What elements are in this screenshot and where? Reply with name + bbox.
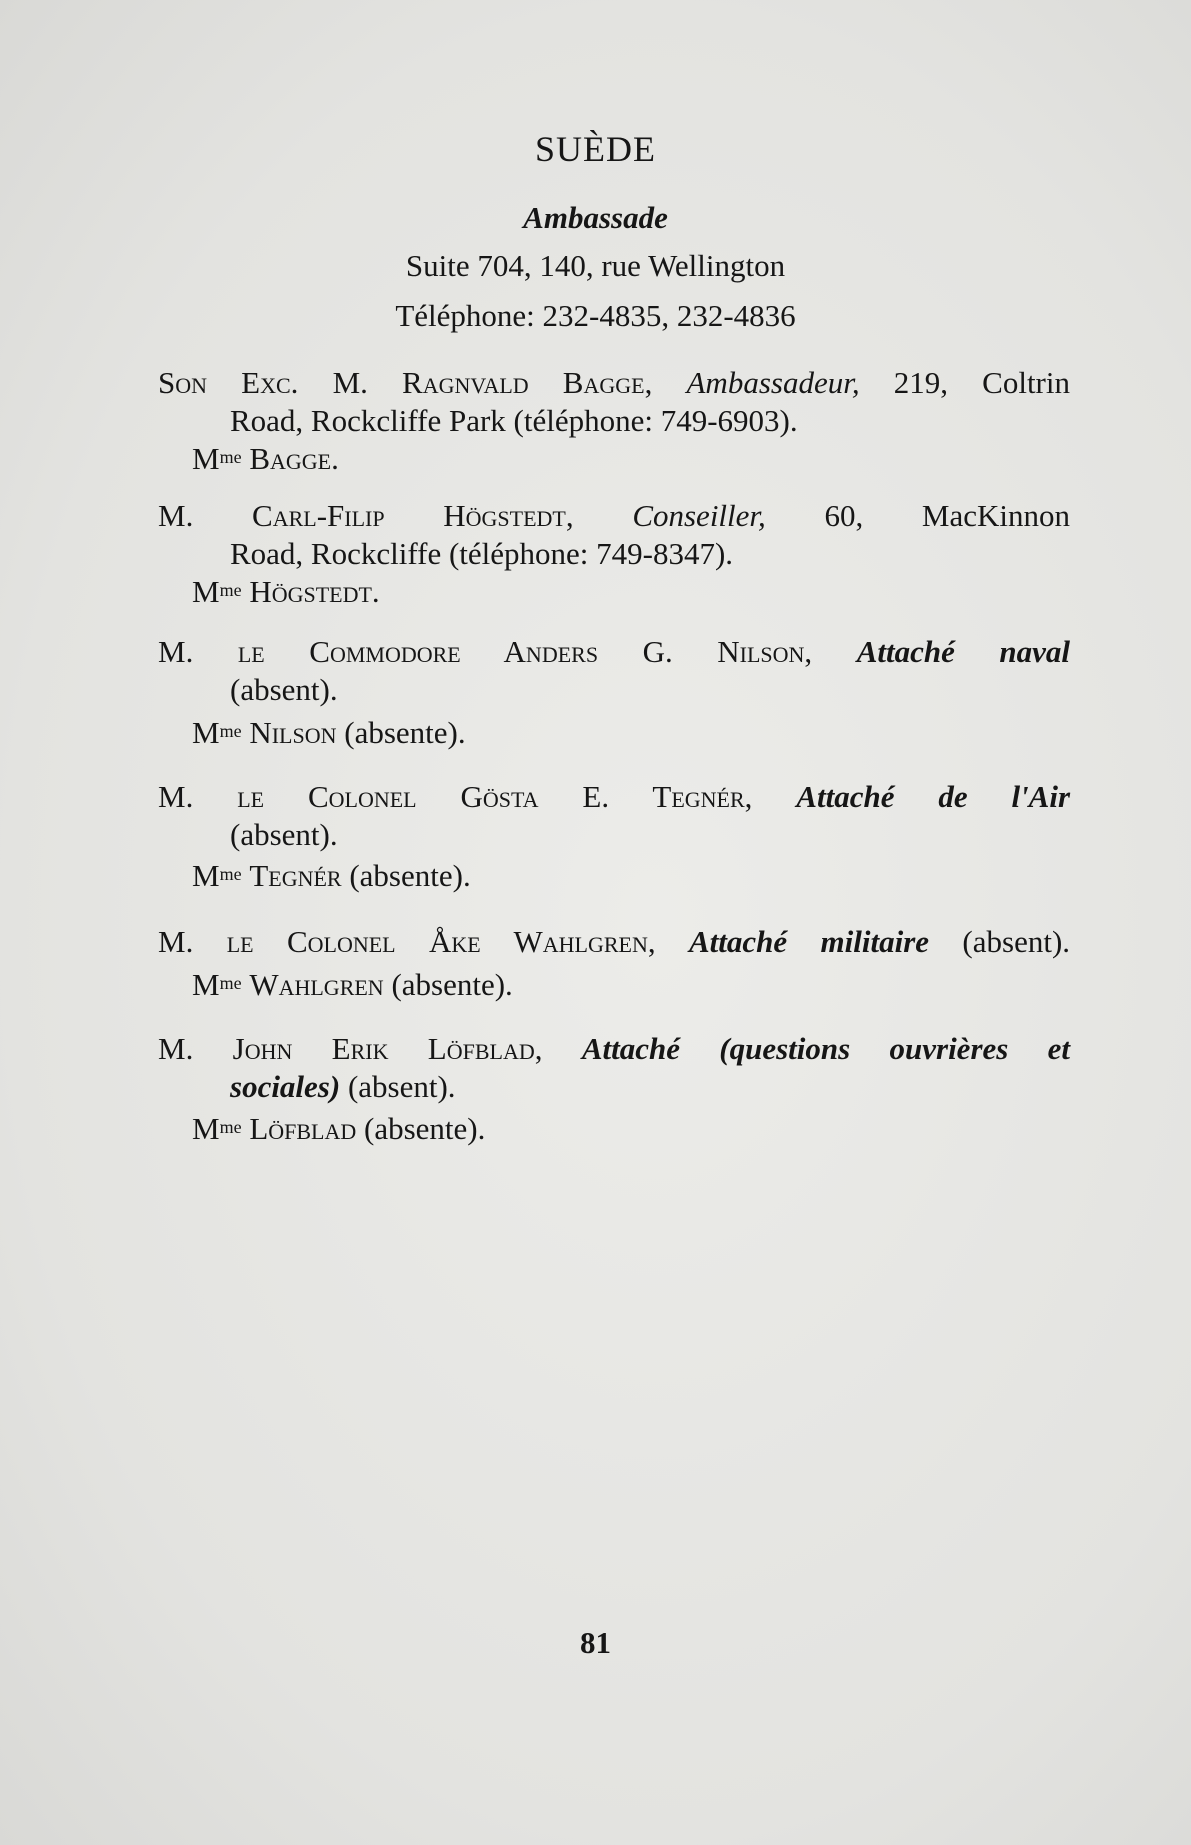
- entry-title: Conseiller,: [632, 498, 766, 533]
- entry-spouse: [192, 1110, 485, 1148]
- entry-detail-line2: Road, Rockcliffe (téléphone: 749-8347).: [230, 536, 734, 571]
- entry-detail-line2: (absent).: [230, 672, 338, 707]
- entry-title-cont: sociales): [230, 1069, 341, 1104]
- entry-name: John Erik Löfblad,: [232, 1031, 543, 1066]
- spouse-status: (absente).: [391, 967, 513, 1002]
- spouse-prefix: M: [192, 967, 220, 1002]
- entry-labour-attache: [158, 1030, 1070, 1106]
- spouse-sup: me: [219, 973, 242, 993]
- country-heading: SUÈDE: [535, 129, 656, 169]
- entry-name: le Commodore Anders G. Nilson,: [237, 634, 813, 669]
- entry-prefix: M.: [158, 634, 194, 669]
- entry-line: [158, 497, 1070, 535]
- entry-line: [158, 1030, 1070, 1068]
- entry-line: [158, 364, 1070, 402]
- entry-spouse: [192, 440, 339, 478]
- entry-title: Attaché de l'Air: [796, 779, 1071, 814]
- entry-detail: 219, Coltrin: [893, 365, 1070, 400]
- entry-title: Ambassadeur,: [686, 365, 860, 400]
- entry-counsellor: [158, 497, 1070, 573]
- spouse-prefix: M: [192, 1111, 220, 1146]
- spouse-sup: me: [219, 721, 242, 741]
- entry-title: Attaché (questions ouvrières et: [581, 1031, 1071, 1066]
- spouse-prefix: M: [192, 858, 220, 893]
- entry-detail: (absent).: [962, 924, 1071, 959]
- embassy-address: Suite 704, 140, rue Wellington: [405, 248, 786, 283]
- entry-line: [158, 923, 1070, 961]
- spouse-name: Tegnér: [249, 858, 342, 893]
- entry-detail-line2: (absent).: [230, 817, 338, 852]
- section-heading: Ambassade: [523, 200, 668, 235]
- entry-title: Attaché naval: [856, 634, 1070, 669]
- entry-line: [158, 633, 1070, 671]
- entry-line: [158, 778, 1070, 816]
- entry-name: le Colonel Gösta E. Tegnér,: [237, 779, 753, 814]
- spouse-status: (absente).: [364, 1111, 486, 1146]
- entry-spouse: [192, 714, 466, 752]
- spouse-prefix: M: [192, 715, 220, 750]
- spouse-sup: me: [219, 1117, 242, 1137]
- spouse-name: Bagge.: [249, 441, 339, 476]
- entry-spouse: [192, 573, 380, 611]
- spouse-name: Nilson: [249, 715, 337, 750]
- entry-spouse: [192, 966, 513, 1004]
- entry-prefix: M.: [158, 779, 194, 814]
- entry-prefix: M.: [158, 924, 194, 959]
- spouse-name: Löfblad: [249, 1111, 357, 1146]
- spouse-sup: me: [219, 864, 242, 884]
- spouse-sup: me: [219, 447, 242, 467]
- entry-status: (absent).: [347, 1069, 456, 1104]
- entry-ambassador: [158, 364, 1070, 440]
- spouse-name: Wahlgren: [249, 967, 384, 1002]
- entry-name: Ragnvald Bagge,: [402, 365, 653, 400]
- entry-prefix: M.: [158, 1031, 194, 1066]
- spouse-prefix: M: [192, 441, 220, 476]
- entry-detail-line2: [158, 1068, 1070, 1106]
- entry-military-attache: [158, 923, 1070, 961]
- embassy-telephone: Téléphone: 232-4835, 232-4836: [395, 298, 796, 333]
- entry-air-attache: [158, 778, 1070, 854]
- spouse-name: Högstedt.: [249, 574, 380, 609]
- entry-name: le Colonel Åke Wahlgren,: [226, 924, 656, 959]
- entry-detail-line2: Road, Rockcliffe Park (téléphone: 749-6903).: [230, 403, 798, 438]
- entry-detail: 60, MacKinnon: [824, 498, 1071, 533]
- spouse-sup: me: [219, 580, 242, 600]
- spouse-prefix: M: [192, 574, 220, 609]
- entry-prefix: M.: [158, 498, 194, 533]
- entry-title: Attaché militaire: [689, 924, 930, 959]
- page-number: 81: [580, 1625, 611, 1660]
- entry-name: Carl-Filip Högstedt,: [252, 498, 574, 533]
- entry-prefix: Son Exc. M.: [158, 365, 368, 400]
- entry-naval-attache: [158, 633, 1070, 709]
- spouse-status: (absente).: [344, 715, 466, 750]
- spouse-status: (absente).: [349, 858, 471, 893]
- entry-spouse: [192, 857, 471, 895]
